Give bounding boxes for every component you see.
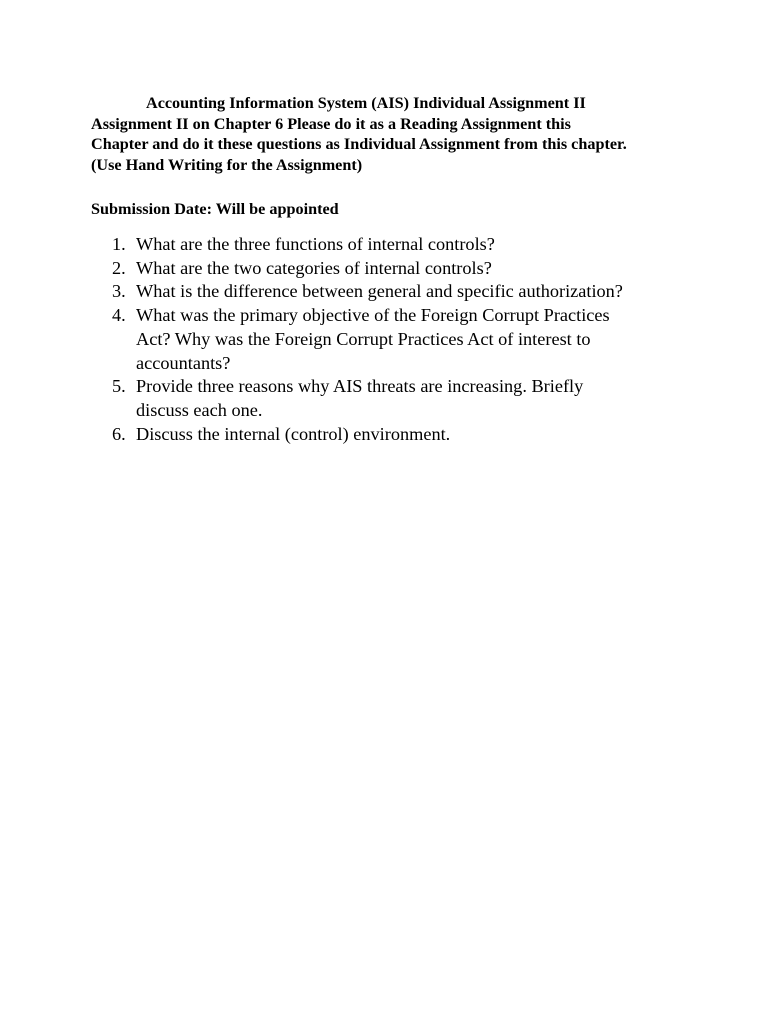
document-title: Accounting Information System (AIS) Individual Assignment II bbox=[146, 94, 586, 112]
question-text: Discuss the internal (control) environment. bbox=[136, 423, 451, 444]
instructions-line-3: (Use Hand Writing for the Assignment) bbox=[91, 155, 363, 174]
instructions-line-1: Assignment II on Chapter 6 Please do it as a Reading Assignment this bbox=[91, 114, 571, 133]
question-text: What are the three functions of internal controls? bbox=[136, 234, 495, 254]
question-text: discuss each one. bbox=[136, 399, 263, 420]
question-item-5 bbox=[91, 375, 691, 422]
instructions-line-2: Chapter and do it these questions as Individual Assignment from this chapter. bbox=[91, 135, 627, 153]
submission-date: Submission Date: Will be appointed bbox=[91, 200, 339, 218]
question-number: 2. bbox=[112, 257, 126, 278]
question-item-4 bbox=[91, 304, 691, 375]
question-number: 4. bbox=[112, 305, 126, 326]
question-text: What is the difference between general and specific authorization? bbox=[136, 281, 623, 302]
question-item-1 bbox=[91, 233, 691, 257]
question-number: 1. bbox=[112, 234, 126, 254]
question-text: Act? Why was the Foreign Corrupt Practices Act of interest to bbox=[136, 328, 591, 349]
question-text: Provide three reasons why AIS threats are increasing. Briefly bbox=[136, 376, 584, 397]
question-list bbox=[91, 233, 691, 446]
question-number: 6. bbox=[112, 423, 126, 444]
question-number: 3. bbox=[112, 281, 126, 302]
question-item-2 bbox=[91, 257, 691, 281]
question-text: accountants? bbox=[136, 352, 231, 373]
question-item-3 bbox=[91, 280, 691, 304]
question-text: What was the primary objective of the Foreign Corrupt Practices bbox=[136, 305, 610, 326]
question-number: 5. bbox=[112, 376, 126, 397]
question-text: What are the two categories of internal controls? bbox=[136, 257, 492, 278]
question-item-6 bbox=[91, 423, 691, 447]
assignment-header bbox=[91, 93, 691, 175]
